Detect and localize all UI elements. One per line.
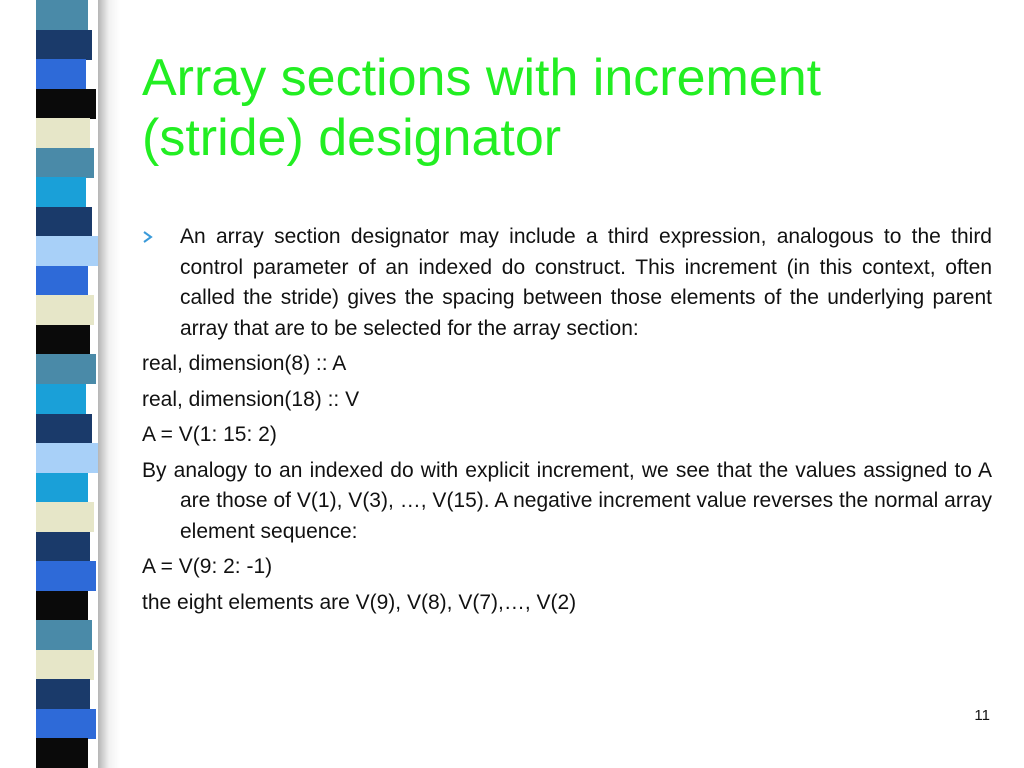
- decorative-stripe: [36, 177, 86, 207]
- decorative-stripe: [36, 295, 94, 325]
- slide-title-line-2: (stride) designator: [142, 109, 562, 167]
- slide-body: [142, 222, 992, 623]
- decorative-stripe: [36, 89, 96, 119]
- decorative-stripe: [36, 561, 96, 591]
- code-line-3: A = V(1: 15: 2): [142, 423, 277, 446]
- decorative-stripe: [36, 473, 88, 503]
- decorative-stripe: [36, 325, 90, 355]
- decorative-stripe: [36, 443, 98, 473]
- decorative-stripe: [36, 148, 94, 178]
- decorative-stripe: [36, 532, 90, 562]
- page-number: 11: [974, 707, 990, 724]
- bullet-text: An array section designator may include a third expression, analogous to the third control parameter of an indexed do construct. This increment (in this context, often called the stride) gives the spacing between those elements of the underlying parent array that are to be selected for the array section:: [180, 225, 992, 340]
- decorative-stripe: [36, 620, 92, 650]
- decorative-stripe: [36, 414, 92, 444]
- decorative-stripe: [36, 30, 92, 60]
- result-line: the eight elements are V(9), V(8), V(7),…, V(2): [142, 590, 577, 614]
- stripe-shadow: [98, 0, 120, 768]
- code-line-2: real, dimension(18) :: V: [142, 387, 360, 411]
- code-line-4: A = V(9: 2: -1): [142, 555, 273, 578]
- decorative-stripe: [36, 384, 86, 414]
- slide-title-line-1: Array sections with increment: [142, 49, 822, 107]
- decorative-stripe: [36, 354, 96, 384]
- decorative-stripe: [36, 207, 92, 237]
- decorative-stripe: [36, 502, 94, 532]
- decorative-stripe: [36, 59, 86, 89]
- decorative-stripe: [36, 738, 88, 768]
- bullet-paragraph: [142, 222, 992, 344]
- arrow-bullet-icon: [142, 230, 154, 244]
- decorative-stripe: [36, 709, 96, 739]
- decorative-stripe: [36, 679, 90, 709]
- decorative-stripe: [36, 0, 88, 30]
- analogy-paragraph: By analogy to an indexed do with explicit increment, we see that the values assigned to A are those of V(1), V(3), …, V(15). A negative increment value reverses the normal array element sequence:: [142, 458, 992, 543]
- decorative-stripe: [36, 650, 94, 680]
- decorative-stripe: [36, 266, 88, 296]
- decorative-stripe: [36, 236, 98, 266]
- decorative-stripe: [36, 591, 88, 621]
- decorative-stripe: [36, 118, 90, 148]
- code-line-1: real, dimension(8) :: A: [142, 352, 347, 375]
- slide-title: [142, 48, 1002, 168]
